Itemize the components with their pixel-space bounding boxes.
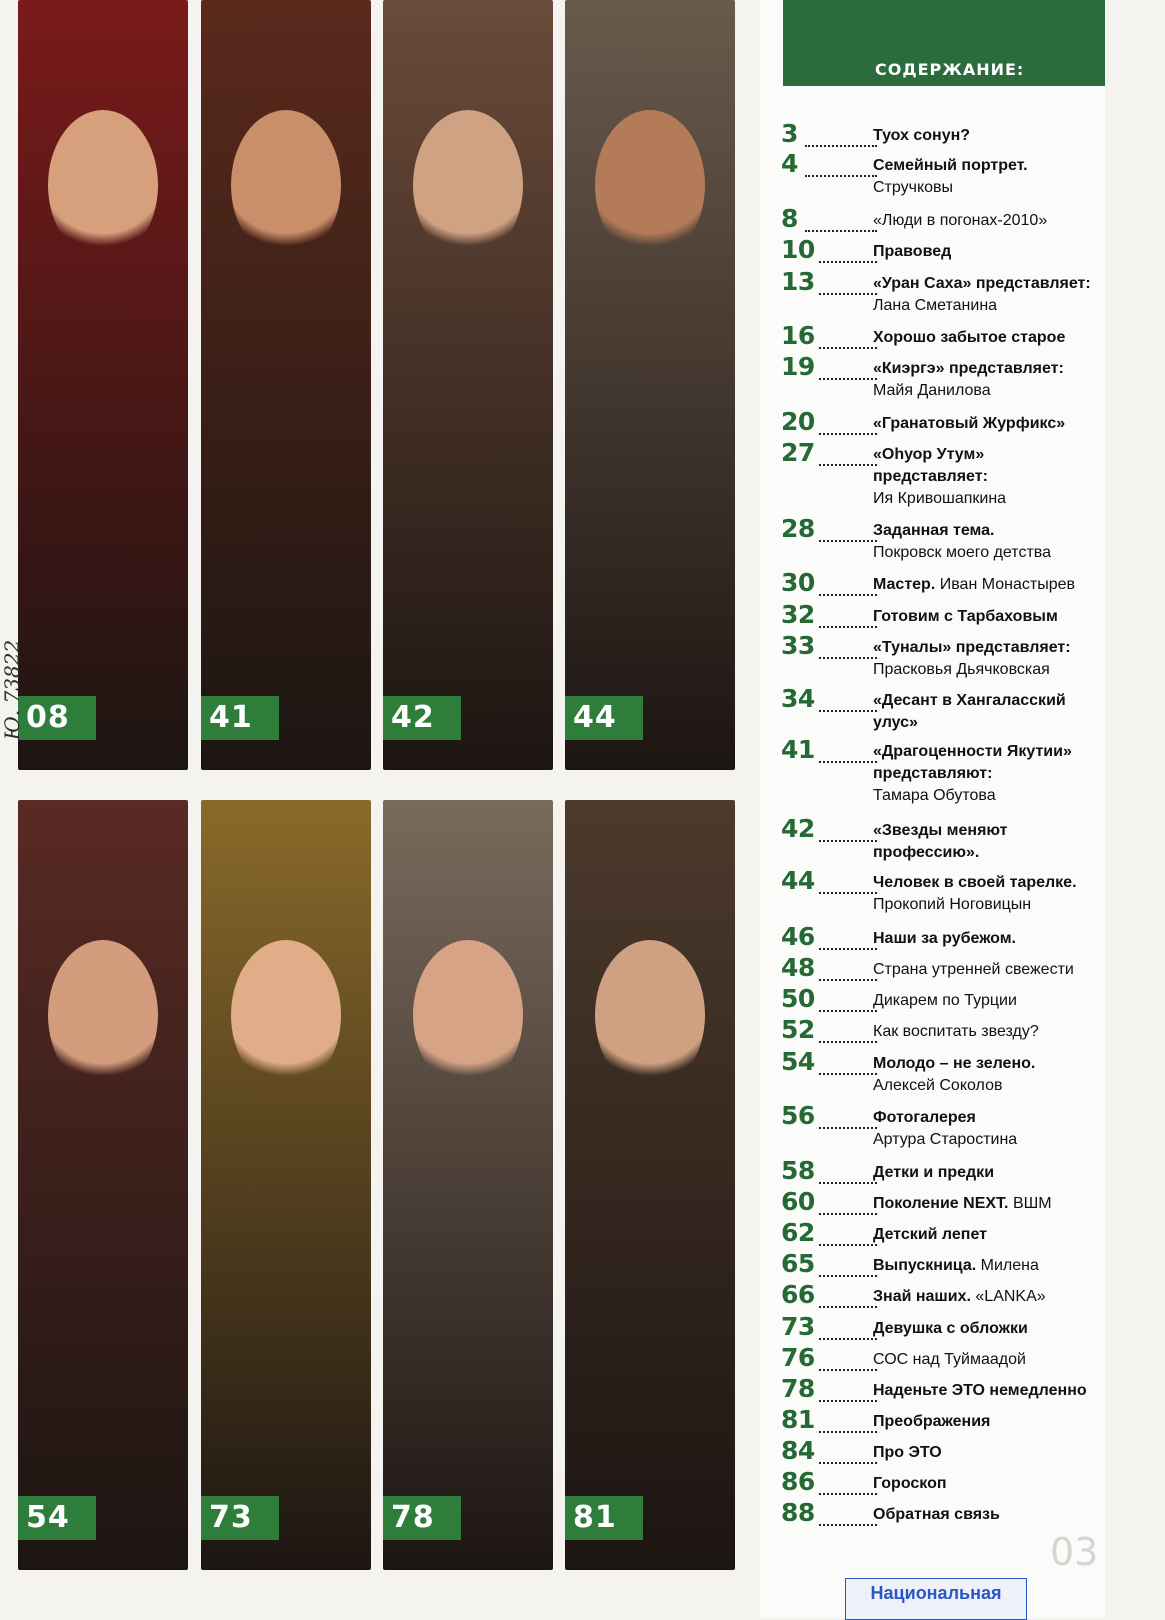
toc-entry[interactable] bbox=[781, 1218, 1105, 1247]
toc-leader-dots bbox=[819, 1162, 877, 1184]
toc-title-bold: «Драгоценности Якутии» bbox=[873, 743, 1072, 760]
toc-title-line bbox=[873, 606, 1105, 628]
toc-entry[interactable] bbox=[781, 735, 1105, 807]
toc-title bbox=[873, 327, 1105, 349]
toc-title-bold: Правовед bbox=[873, 243, 952, 260]
toc-title-bold: Молодо – не зелено. bbox=[873, 1055, 1036, 1072]
toc-title-bold: Мастер. bbox=[873, 576, 940, 593]
toc-title bbox=[873, 1162, 1105, 1184]
toc-title-bold: Знай наших. bbox=[873, 1288, 976, 1305]
toc-title bbox=[873, 155, 1105, 199]
toc-header bbox=[783, 0, 1105, 86]
toc-title-bold: «Гранатовый Журфикс» bbox=[873, 415, 1066, 432]
toc-title bbox=[873, 241, 1105, 263]
toc-entry[interactable] bbox=[781, 1312, 1105, 1341]
portrait-face bbox=[413, 940, 523, 1090]
toc-title-line bbox=[873, 990, 1105, 1012]
toc-title-bold: Гороскоп bbox=[873, 1475, 947, 1492]
toc-title-bold: Наденьте ЭТО немедленно bbox=[873, 1382, 1087, 1399]
toc-page-number: 42 bbox=[781, 814, 815, 843]
toc-title bbox=[873, 637, 1105, 681]
toc-title-line bbox=[873, 690, 1105, 712]
portrait-photo bbox=[18, 0, 188, 770]
toc-title bbox=[873, 574, 1105, 596]
toc-title-bold: Туох сонун? bbox=[873, 127, 971, 144]
toc-leader-dots bbox=[819, 990, 877, 1012]
page-badge[interactable]: 81 bbox=[565, 1496, 643, 1540]
toc-title-regular: СОС над Туймаадой bbox=[873, 1351, 1026, 1368]
toc-leader-dots bbox=[819, 1442, 877, 1464]
toc-title bbox=[873, 273, 1105, 317]
toc-title bbox=[873, 928, 1105, 950]
toc-title-bold: «Уран Саха» представляет: bbox=[873, 275, 1091, 292]
portrait-face bbox=[595, 940, 705, 1090]
toc-page-number: 73 bbox=[781, 1312, 815, 1341]
page-badge[interactable]: 41 bbox=[201, 696, 279, 740]
toc-title-bold: Девушка с обложки bbox=[873, 1320, 1028, 1337]
toc-page-number: 4 bbox=[781, 149, 798, 178]
toc-entry[interactable] bbox=[781, 814, 1105, 864]
toc-leader-dots bbox=[819, 637, 877, 659]
toc-title-regular: Тамара Обутова bbox=[873, 787, 996, 804]
toc-title-line bbox=[873, 327, 1105, 349]
toc-title-bold: Выпускница. bbox=[873, 1257, 981, 1274]
toc-title-line bbox=[873, 741, 1105, 763]
toc-leader-dots bbox=[819, 574, 877, 596]
toc-title-line bbox=[873, 1107, 1105, 1129]
toc-leader-dots bbox=[819, 1193, 877, 1215]
toc-leader-dots bbox=[819, 606, 877, 628]
toc-title-line bbox=[873, 155, 1105, 177]
toc-title-regular: Дикарем по Турции bbox=[873, 992, 1017, 1009]
toc-leader-dots bbox=[819, 520, 877, 542]
toc-title-regular: Покровск моего детства bbox=[873, 544, 1051, 561]
toc-title-line bbox=[873, 928, 1105, 950]
toc-title-line bbox=[873, 959, 1105, 981]
portrait-photo bbox=[383, 800, 553, 1570]
toc-title-regular: Как воспитать звезду? bbox=[873, 1023, 1039, 1040]
portrait-face bbox=[48, 110, 158, 260]
toc-entry[interactable] bbox=[781, 438, 1105, 510]
toc-title-regular: Прасковья Дьячковская bbox=[873, 661, 1050, 678]
toc-leader-dots bbox=[819, 820, 877, 842]
toc-page-number: 13 bbox=[781, 267, 815, 296]
toc-title-line bbox=[873, 241, 1105, 263]
toc-page-number: 48 bbox=[781, 953, 815, 982]
toc-title-line bbox=[873, 1255, 1105, 1277]
toc-title-line bbox=[873, 1224, 1105, 1246]
toc-title-bold: «Туналы» представляет: bbox=[873, 639, 1071, 656]
toc-title bbox=[873, 690, 1105, 734]
toc-page-number: 44 bbox=[781, 866, 815, 895]
toc-title-line bbox=[873, 820, 1105, 842]
toc-title-line bbox=[873, 659, 1105, 681]
library-stamp: Национальная bbox=[845, 1578, 1027, 1620]
toc-entry[interactable] bbox=[781, 1101, 1105, 1151]
toc-entry[interactable] bbox=[781, 235, 1105, 264]
toc-title-bold: «Оhуор Утум» bbox=[873, 446, 985, 463]
toc-title-regular: «Люди в погонах-2010» bbox=[873, 212, 1048, 229]
toc-title-line bbox=[873, 1053, 1105, 1075]
toc-page-number: 84 bbox=[781, 1436, 815, 1465]
toc-entry[interactable] bbox=[781, 149, 1105, 199]
toc-page-number: 65 bbox=[781, 1249, 815, 1278]
toc-entry[interactable] bbox=[781, 1249, 1105, 1278]
toc-page-number: 50 bbox=[781, 984, 815, 1013]
toc-title-bold: «Звезды меняют bbox=[873, 822, 1008, 839]
toc-entry[interactable] bbox=[781, 407, 1105, 436]
toc-title-bold: Фотогалерея bbox=[873, 1109, 976, 1126]
toc-page-number: 41 bbox=[781, 735, 815, 764]
toc-page-number: 3 bbox=[781, 119, 798, 148]
toc-title-line bbox=[873, 574, 1105, 596]
portrait-photo bbox=[201, 800, 371, 1570]
toc-title-bold: «Киэргэ» представляет: bbox=[873, 360, 1064, 377]
toc-title-regular: Прокопий Ноговицын bbox=[873, 896, 1032, 913]
toc-page-number: 30 bbox=[781, 568, 815, 597]
toc-title-line bbox=[873, 295, 1105, 317]
toc-title-bold: Готовим с Тарбаховым bbox=[873, 608, 1058, 625]
toc-entry[interactable] bbox=[781, 984, 1105, 1013]
toc-title-regular: Милена bbox=[980, 1257, 1039, 1274]
toc-entry[interactable] bbox=[781, 267, 1105, 317]
toc-entry[interactable] bbox=[781, 1187, 1105, 1216]
toc-title-line bbox=[873, 273, 1105, 295]
toc-title bbox=[873, 1193, 1105, 1215]
toc-title bbox=[873, 413, 1105, 435]
toc-entry[interactable] bbox=[781, 119, 1105, 148]
toc-title-line bbox=[873, 1349, 1105, 1371]
toc-title-bold: Заданная тема. bbox=[873, 522, 995, 539]
toc-title-line bbox=[873, 1411, 1105, 1433]
toc-leader-dots bbox=[819, 1318, 877, 1340]
toc-title-line bbox=[873, 785, 1105, 807]
toc-title-bold: улус» bbox=[873, 714, 918, 731]
toc-entry[interactable] bbox=[781, 1015, 1105, 1044]
toc-title bbox=[873, 125, 1105, 147]
toc-leader-dots bbox=[819, 1255, 877, 1277]
handwritten-margin-note: Ю. 73822 bbox=[0, 639, 24, 740]
toc-title-line bbox=[873, 380, 1105, 402]
toc-page-number: 60 bbox=[781, 1187, 815, 1216]
toc-title-regular: Артура Старостина bbox=[873, 1131, 1018, 1148]
toc-entry[interactable] bbox=[781, 684, 1105, 734]
portrait-face bbox=[48, 940, 158, 1090]
toc-page-number: 52 bbox=[781, 1015, 815, 1044]
toc-page-number: 81 bbox=[781, 1405, 815, 1434]
toc-title bbox=[873, 520, 1105, 564]
toc-leader-dots bbox=[819, 690, 877, 712]
toc-title-line bbox=[873, 1129, 1105, 1151]
toc-leader-dots bbox=[819, 358, 877, 380]
toc-entry[interactable] bbox=[781, 922, 1105, 951]
toc-title bbox=[873, 1107, 1105, 1151]
toc-entry[interactable] bbox=[781, 1436, 1105, 1465]
toc-leader-dots bbox=[819, 1473, 877, 1495]
toc-title-line bbox=[873, 894, 1105, 916]
toc-leader-dots bbox=[805, 155, 877, 177]
toc-page-number: 28 bbox=[781, 514, 815, 543]
toc-page-number: 20 bbox=[781, 407, 815, 436]
toc-entry[interactable] bbox=[781, 1343, 1105, 1372]
toc-title-line bbox=[873, 542, 1105, 564]
toc-title-bold: Обратная связь bbox=[873, 1506, 1000, 1523]
toc-title-regular: Алексей Соколов bbox=[873, 1077, 1003, 1094]
toc-entry[interactable] bbox=[781, 1047, 1105, 1097]
toc-title-bold: Хорошо забытое старое bbox=[873, 329, 1066, 346]
toc-title-regular: Стручковы bbox=[873, 179, 954, 196]
toc-title-bold: Про ЭТО bbox=[873, 1444, 942, 1461]
toc-title bbox=[873, 990, 1105, 1012]
toc-entry[interactable] bbox=[781, 1405, 1105, 1434]
toc-title-line bbox=[873, 712, 1105, 734]
toc-entry[interactable] bbox=[781, 204, 1105, 233]
toc-title-line bbox=[873, 466, 1105, 488]
toc-entry[interactable] bbox=[781, 1156, 1105, 1185]
toc-title: СОДЕРЖАНИЕ: bbox=[875, 60, 1025, 79]
toc-title bbox=[873, 444, 1105, 510]
toc-leader-dots bbox=[805, 210, 877, 232]
toc-title-regular: «LANKA» bbox=[975, 1288, 1046, 1305]
toc-leader-dots bbox=[819, 959, 877, 981]
toc-entry[interactable] bbox=[781, 1467, 1105, 1496]
toc-title bbox=[873, 872, 1105, 916]
toc-title-line bbox=[873, 1442, 1105, 1464]
toc-entry[interactable] bbox=[781, 321, 1105, 350]
toc-entry[interactable] bbox=[781, 953, 1105, 982]
toc-leader-dots bbox=[819, 1349, 877, 1371]
toc-title bbox=[873, 358, 1105, 402]
toc-leader-dots bbox=[819, 444, 877, 466]
toc-leader-dots bbox=[819, 1053, 877, 1075]
toc-entry[interactable] bbox=[781, 514, 1105, 564]
toc-leader-dots bbox=[819, 1021, 877, 1043]
page-badge[interactable]: 73 bbox=[201, 1496, 279, 1540]
toc-leader-dots bbox=[805, 125, 877, 147]
toc-title bbox=[873, 820, 1105, 864]
toc-title-line bbox=[873, 1504, 1105, 1526]
toc-page-number: 54 bbox=[781, 1047, 815, 1076]
toc-page-number: 88 bbox=[781, 1498, 815, 1527]
toc-title-bold: Семейный портрет. bbox=[873, 157, 1028, 174]
toc-entry[interactable] bbox=[781, 866, 1105, 916]
toc-title-line bbox=[873, 413, 1105, 435]
toc-title-line bbox=[873, 1075, 1105, 1097]
toc-title-regular: Лана Сметанина bbox=[873, 297, 998, 314]
toc-entry[interactable] bbox=[781, 1280, 1105, 1309]
toc-page-number: 46 bbox=[781, 922, 815, 951]
toc-title-line bbox=[873, 763, 1105, 785]
toc-page-number: 78 bbox=[781, 1374, 815, 1403]
toc-leader-dots bbox=[819, 413, 877, 435]
toc-title-bold: «Десант в Хангаласский bbox=[873, 692, 1066, 709]
toc-title-line bbox=[873, 1380, 1105, 1402]
toc-title bbox=[873, 1442, 1105, 1464]
toc-title-line bbox=[873, 1193, 1105, 1215]
toc-page-number: 34 bbox=[781, 684, 815, 713]
toc-title-line bbox=[873, 488, 1105, 510]
toc-title-line bbox=[873, 637, 1105, 659]
toc-page-number: 66 bbox=[781, 1280, 815, 1309]
toc-title-line bbox=[873, 872, 1105, 894]
toc-title bbox=[873, 1473, 1105, 1495]
toc-title-bold: Наши за рубежом. bbox=[873, 930, 1016, 947]
toc-title-line bbox=[873, 1318, 1105, 1340]
toc-leader-dots bbox=[819, 872, 877, 894]
toc-title bbox=[873, 1411, 1105, 1433]
toc-entry[interactable] bbox=[781, 352, 1105, 402]
toc-leader-dots bbox=[819, 1286, 877, 1308]
toc-title-bold: Преображения bbox=[873, 1413, 991, 1430]
toc-title-bold: профессию». bbox=[873, 844, 980, 861]
portrait-photo bbox=[201, 0, 371, 770]
toc-page-number: 76 bbox=[781, 1343, 815, 1372]
portrait-photo bbox=[383, 0, 553, 770]
toc-title bbox=[873, 1380, 1105, 1402]
toc-title-line bbox=[873, 125, 1105, 147]
page-badge[interactable]: 54 bbox=[18, 1496, 96, 1540]
toc-title-bold: Человек в своей тарелке. bbox=[873, 874, 1077, 891]
portrait-face bbox=[595, 110, 705, 260]
toc-leader-dots bbox=[819, 741, 877, 763]
toc-page-number: 27 bbox=[781, 438, 815, 467]
toc-entry[interactable] bbox=[781, 1374, 1105, 1403]
toc-title bbox=[873, 1021, 1105, 1043]
toc-title-bold: Детки и предки bbox=[873, 1164, 995, 1181]
toc-leader-dots bbox=[819, 241, 877, 263]
toc-leader-dots bbox=[819, 1411, 877, 1433]
toc-title-bold: Детский лепет bbox=[873, 1226, 987, 1243]
toc-title-line bbox=[873, 1021, 1105, 1043]
toc-title-line bbox=[873, 1286, 1105, 1308]
toc-title-line bbox=[873, 177, 1105, 199]
toc-entry[interactable] bbox=[781, 631, 1105, 681]
toc-title bbox=[873, 959, 1105, 981]
toc-title-bold: Поколение NEXT. bbox=[873, 1195, 1013, 1212]
toc-title-line bbox=[873, 1162, 1105, 1184]
toc-title bbox=[873, 1255, 1105, 1277]
toc-leader-dots bbox=[819, 273, 877, 295]
toc-title-line bbox=[873, 1473, 1105, 1495]
toc-page-number: 56 bbox=[781, 1101, 815, 1130]
toc-title-regular: Страна утренней свежести bbox=[873, 961, 1074, 978]
portrait-photo bbox=[18, 800, 188, 1570]
page-badge[interactable]: 42 bbox=[383, 696, 461, 740]
toc-title bbox=[873, 1224, 1105, 1246]
toc-title bbox=[873, 1318, 1105, 1340]
portrait-face bbox=[231, 940, 341, 1090]
toc-page-number: 62 bbox=[781, 1218, 815, 1247]
toc-title bbox=[873, 1053, 1105, 1097]
portrait-photo bbox=[565, 800, 735, 1570]
toc-title bbox=[873, 1286, 1105, 1308]
portrait-photo bbox=[565, 0, 735, 770]
toc-entry[interactable] bbox=[781, 568, 1105, 597]
toc-leader-dots bbox=[819, 1380, 877, 1402]
page-badge[interactable]: 78 bbox=[383, 1496, 461, 1540]
toc-page-number: 16 bbox=[781, 321, 815, 350]
page-badge[interactable]: 08 bbox=[18, 696, 96, 740]
toc-page-number: 58 bbox=[781, 1156, 815, 1185]
toc-title-regular: ВШМ bbox=[1012, 1195, 1052, 1212]
portrait-face bbox=[413, 110, 523, 260]
page-number: 03 bbox=[1050, 1530, 1099, 1574]
toc-page-number: 33 bbox=[781, 631, 815, 660]
toc-title-regular: Иван Монастырев bbox=[939, 576, 1075, 593]
toc-leader-dots bbox=[819, 1504, 877, 1526]
toc-page-number: 10 bbox=[781, 235, 815, 264]
toc-title-bold: представляет: bbox=[873, 468, 988, 485]
toc-page-number: 32 bbox=[781, 600, 815, 629]
toc-title-line bbox=[873, 358, 1105, 380]
toc-entry[interactable] bbox=[781, 600, 1105, 629]
toc-leader-dots bbox=[819, 1224, 877, 1246]
toc-title bbox=[873, 606, 1105, 628]
toc-leader-dots bbox=[819, 327, 877, 349]
toc-title bbox=[873, 741, 1105, 807]
toc-title-bold: представляют: bbox=[873, 765, 993, 782]
toc-title bbox=[873, 210, 1105, 232]
toc-title-line bbox=[873, 520, 1105, 542]
toc-page-number: 8 bbox=[781, 204, 798, 233]
toc-title bbox=[873, 1504, 1105, 1526]
toc-title-line bbox=[873, 210, 1105, 232]
page-badge[interactable]: 44 bbox=[565, 696, 643, 740]
toc-page-number: 19 bbox=[781, 352, 815, 381]
toc-title-regular: Майя Данилова bbox=[873, 382, 991, 399]
toc-title bbox=[873, 1349, 1105, 1371]
toc-page-number: 86 bbox=[781, 1467, 815, 1496]
portrait-face bbox=[231, 110, 341, 260]
toc-title-line bbox=[873, 444, 1105, 466]
toc-title-regular: Ия Кривошапкина bbox=[873, 490, 1007, 507]
toc-leader-dots bbox=[819, 1107, 877, 1129]
toc-title-line bbox=[873, 842, 1105, 864]
toc-leader-dots bbox=[819, 928, 877, 950]
toc-entry[interactable] bbox=[781, 1498, 1105, 1527]
